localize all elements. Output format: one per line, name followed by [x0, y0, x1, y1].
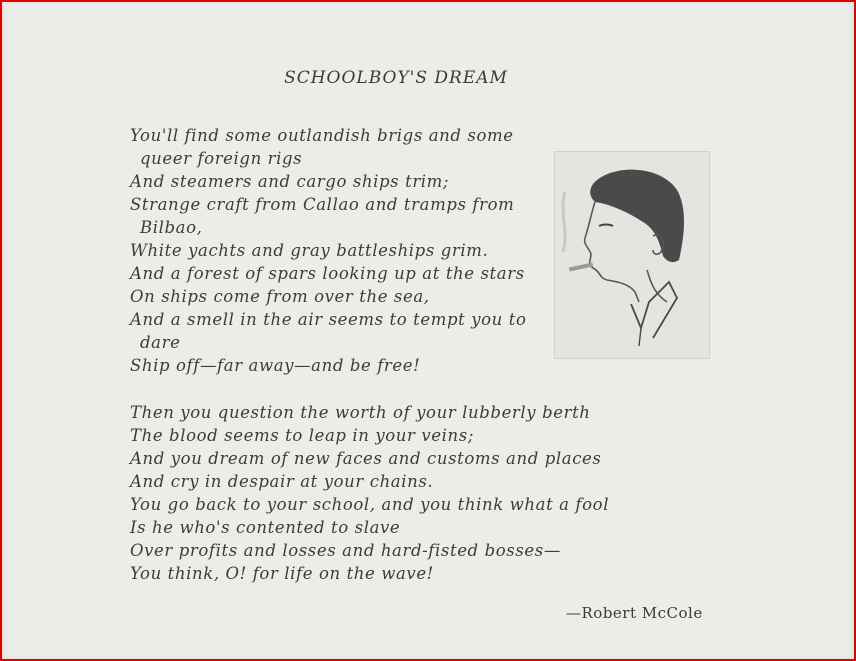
poem-line: Strange craft from Callao and tramps from [130, 195, 515, 214]
portrait-sketch-icon [555, 152, 709, 358]
poem-line: Ship off—far away—and be free! [130, 356, 421, 375]
poem-line: You'll find some outlandish brigs and some [130, 126, 514, 145]
poem-line: You think, O! for life on the wave! [130, 564, 434, 583]
portrait-illustration [554, 151, 710, 359]
poem-line: And cry in despair at your chains. [130, 472, 434, 491]
poem-line: And a smell in the air seems to tempt you to [130, 310, 527, 329]
poem-line: Is he who's contented to slave [130, 518, 401, 537]
poem-line: Bilbao, [140, 218, 203, 237]
poem-line: Over profits and losses and hard-fisted bosses— [130, 541, 561, 560]
poem-line: And a forest of spars looking up at the stars [130, 264, 525, 283]
poem-line: Then you question the worth of your lubberly berth [130, 403, 591, 422]
poem-line: You go back to your school, and you think what a fool [130, 495, 610, 514]
author-signature: —Robert McCole [566, 604, 703, 622]
poem-line: And you dream of new faces and customs and places [130, 449, 602, 468]
poem-line: The blood seems to leap in your veins; [130, 426, 474, 445]
poem-line: queer foreign rigs [140, 149, 303, 168]
poem-line: On ships come from over the sea, [130, 287, 430, 306]
poem-title-text: SCHOOLBOY'S DREAM [284, 68, 508, 88]
poem-line: And steamers and cargo ships trim; [130, 172, 450, 191]
poem-line: dare [140, 333, 181, 352]
document-page [6, 6, 850, 655]
stanza-2 [130, 401, 650, 585]
stanza-1 [130, 124, 530, 377]
poem-title [6, 68, 850, 88]
poem-line: White yachts and gray battleships grim. [130, 241, 489, 260]
